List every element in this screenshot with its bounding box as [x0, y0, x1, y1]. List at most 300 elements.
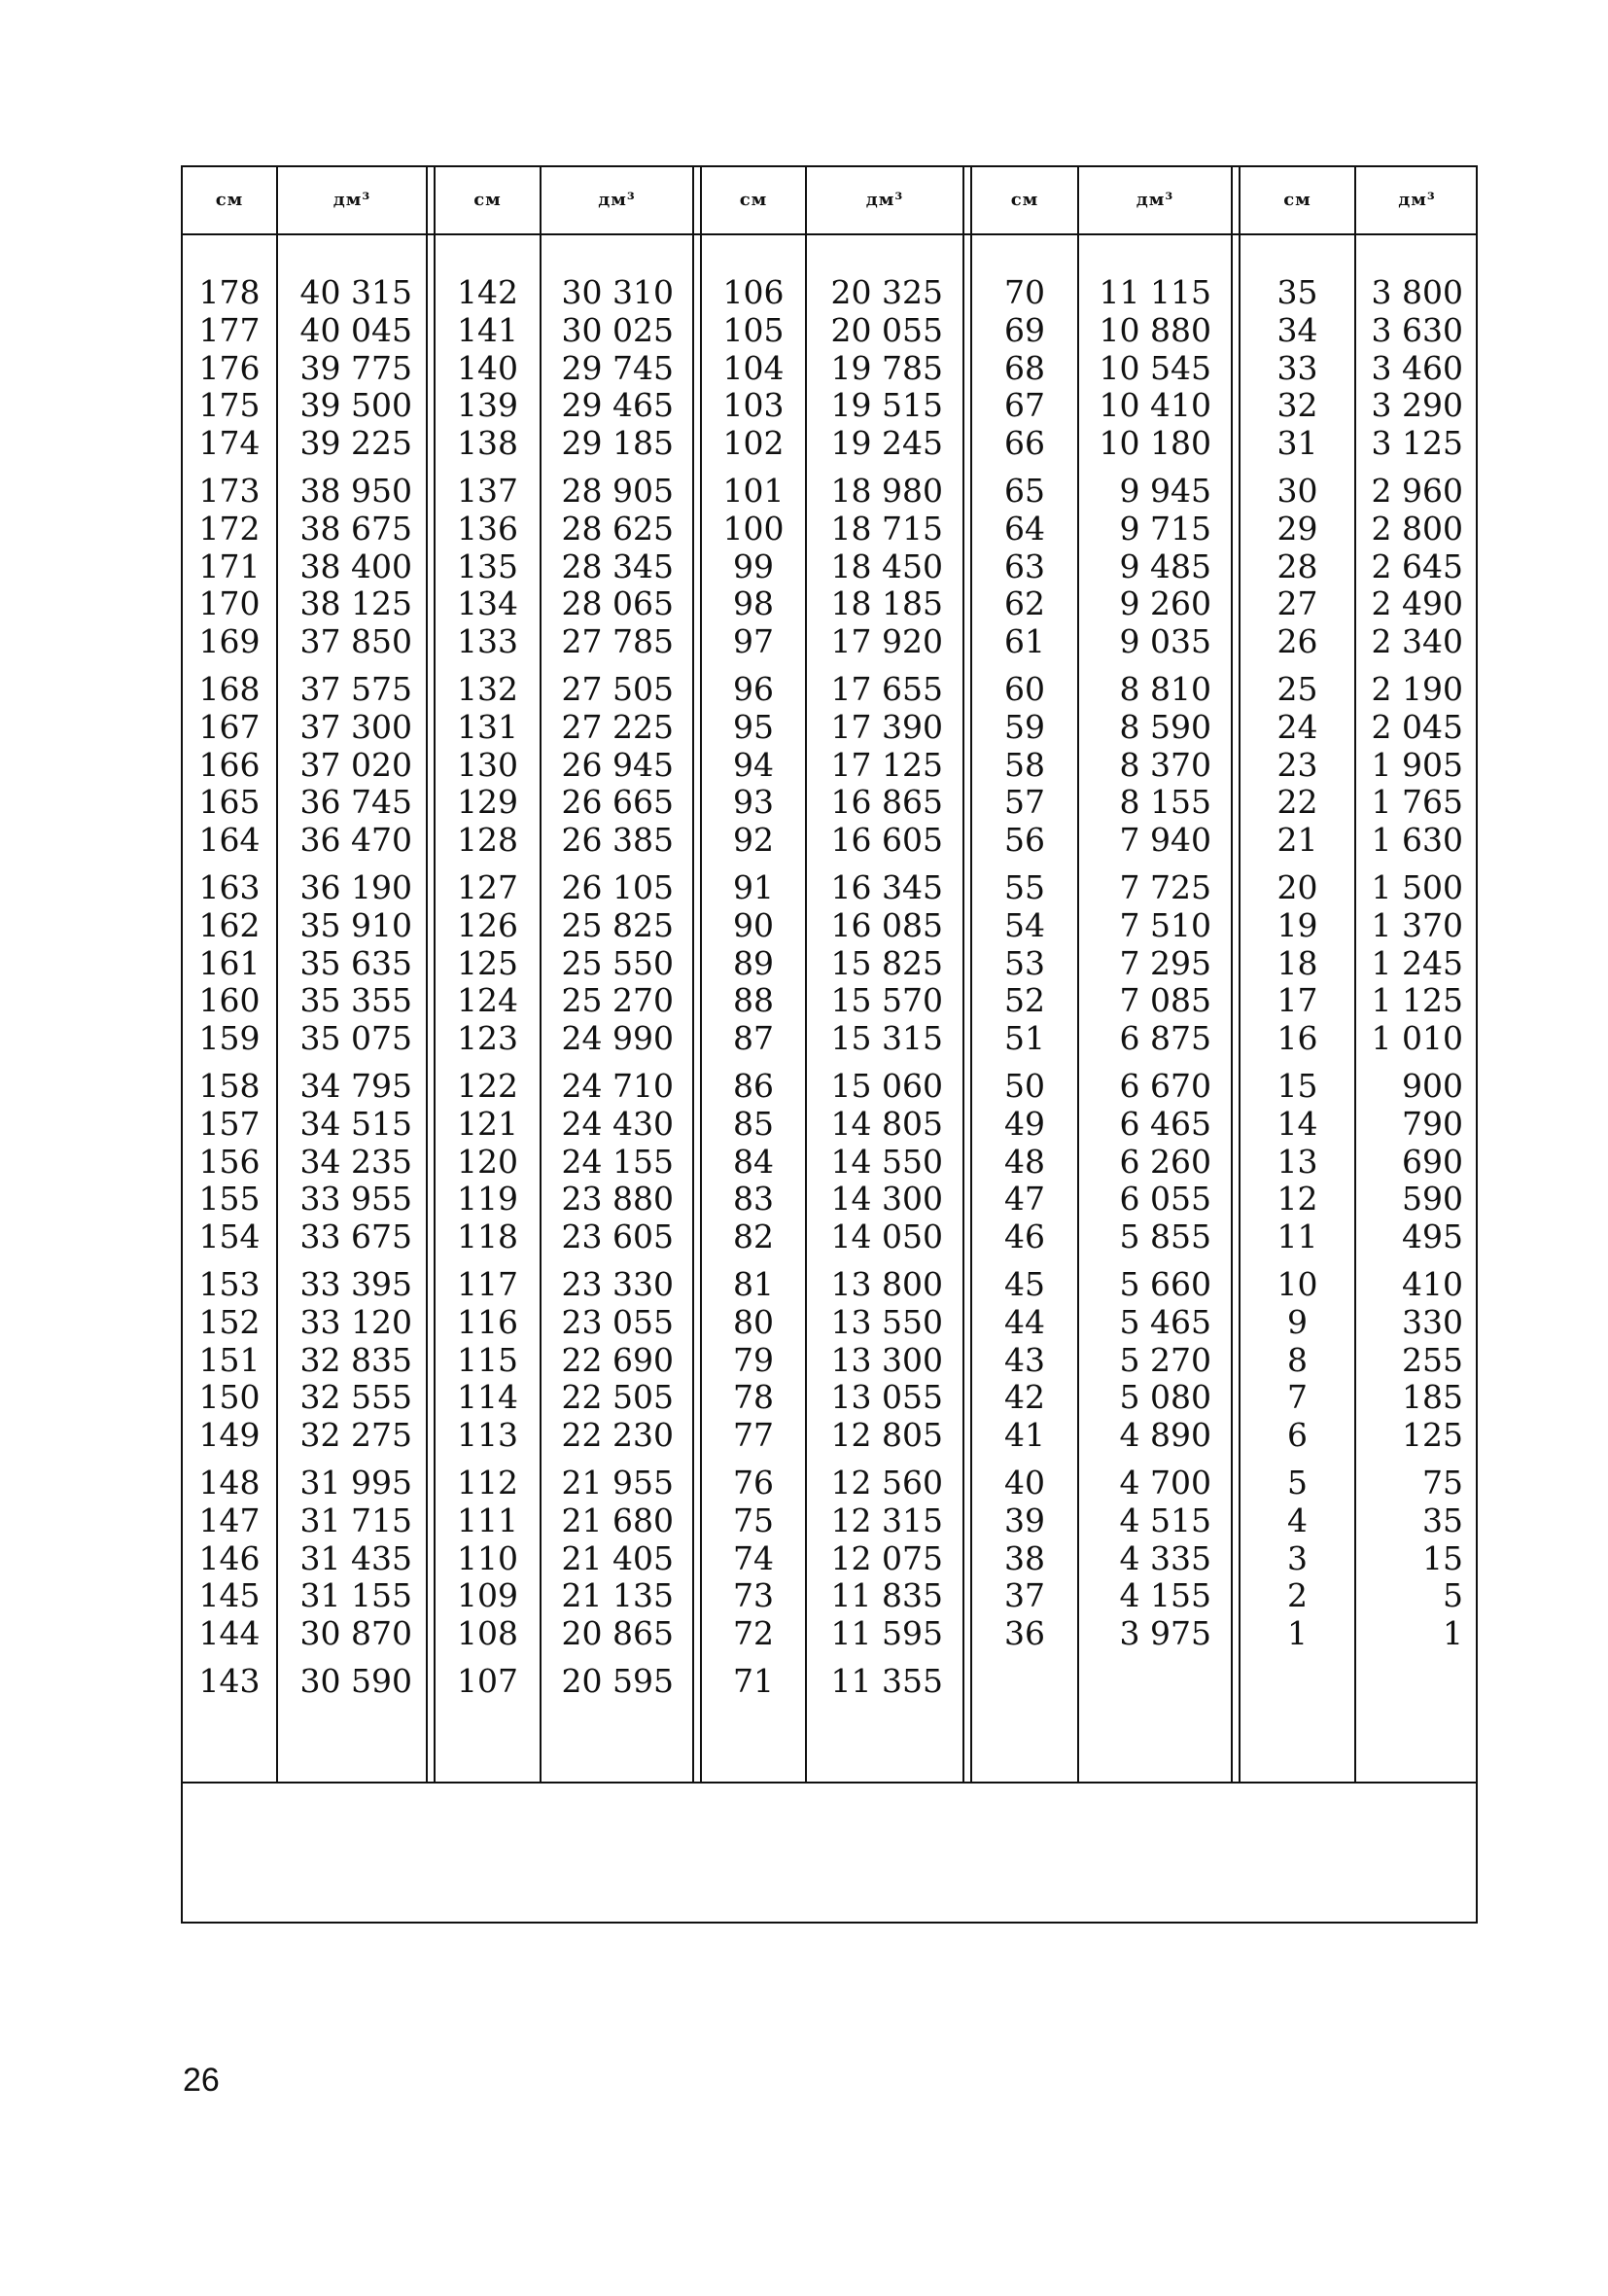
height-cm-cell: 61 [1004, 622, 1045, 661]
volume-dm3-cell: 13 800 [830, 1264, 943, 1303]
volume-dm3-cell: 21 680 [561, 1501, 674, 1539]
volume-dm3-cell: 5 855 [1119, 1218, 1211, 1256]
height-cm-cell: 96 [733, 669, 774, 708]
volume-dm3-cell: 30 025 [561, 310, 674, 349]
volume-dm3-cell: 7 085 [1119, 981, 1211, 1020]
volume-dm3-cell: 16 605 [830, 821, 943, 860]
height-cm-cell: 160 [198, 981, 261, 1020]
volume-dm3-cell: 18 185 [830, 584, 943, 623]
height-cm-cell: 171 [198, 547, 261, 585]
footer-row [183, 1784, 1476, 1922]
height-cm-cell: 163 [198, 867, 261, 906]
height-cm-cell: 59 [1004, 707, 1045, 746]
height-cm-cell: 119 [457, 1180, 518, 1219]
volume-dm3-cell: 23 055 [561, 1302, 674, 1341]
volume-dm3-cell: 14 805 [830, 1104, 943, 1143]
height-cm-cell: 126 [457, 905, 518, 944]
height-cm-cell: 28 [1276, 547, 1318, 585]
height-cm-cell: 71 [733, 1661, 774, 1700]
column-dm3-3 [807, 274, 943, 1701]
volume-dm3-cell: 31 715 [299, 1501, 412, 1539]
volume-dm3-cell: 29 185 [561, 424, 674, 463]
height-cm-cell: 11 [1276, 1218, 1318, 1256]
volume-dm3-cell: 8 810 [1119, 669, 1211, 708]
column-dm3-5 [1356, 274, 1463, 1653]
volume-dm3-cell: 35 910 [299, 905, 412, 944]
height-cm-cell: 175 [198, 386, 261, 425]
volume-dm3-cell: 26 385 [561, 821, 674, 860]
volume-dm3-cell: 15 060 [830, 1066, 943, 1105]
volume-dm3-cell: 590 [1402, 1180, 1463, 1219]
height-cm-cell: 152 [198, 1302, 261, 1341]
header-dm3: дм³ [1136, 190, 1174, 210]
volume-dm3-cell: 34 795 [299, 1066, 412, 1105]
height-cm-cell: 177 [198, 310, 261, 349]
height-cm-cell: 106 [722, 273, 785, 311]
volume-dm3-cell: 36 470 [299, 821, 412, 860]
height-cm-cell: 1 [1287, 1614, 1308, 1653]
height-cm-cell: 139 [457, 386, 518, 425]
height-cm-cell: 114 [457, 1378, 518, 1417]
height-cm-cell: 46 [1004, 1218, 1045, 1256]
height-cm-cell: 65 [1004, 471, 1045, 510]
height-cm-cell: 19 [1276, 905, 1318, 944]
height-cm-cell: 137 [457, 471, 518, 510]
height-cm-cell: 117 [457, 1264, 518, 1303]
volume-dm3-cell: 5 080 [1119, 1378, 1211, 1417]
height-cm-cell: 62 [1004, 584, 1045, 623]
volume-dm3-cell: 11 115 [1099, 273, 1211, 311]
volume-dm3-cell: 4 155 [1119, 1576, 1211, 1615]
volume-dm3-cell: 17 655 [830, 669, 943, 708]
volume-dm3-cell: 38 675 [299, 509, 412, 548]
volume-dm3-cell: 3 290 [1371, 386, 1463, 425]
height-cm-cell: 87 [733, 1019, 774, 1058]
height-cm-cell: 68 [1004, 348, 1045, 387]
volume-dm3-cell: 15 570 [830, 981, 943, 1020]
height-cm-cell: 120 [457, 1142, 518, 1181]
height-cm-cell: 25 [1276, 669, 1318, 708]
height-cm-cell: 78 [733, 1378, 774, 1417]
height-cm-cell: 121 [457, 1104, 518, 1143]
volume-dm3-cell: 330 [1402, 1302, 1463, 1341]
volume-dm3-cell: 2 960 [1371, 471, 1463, 510]
volume-dm3-cell: 26 105 [561, 867, 674, 906]
height-cm-cell: 37 [1004, 1576, 1045, 1615]
volume-dm3-cell: 3 800 [1371, 273, 1463, 311]
height-cm-cell: 53 [1004, 943, 1045, 982]
volume-dm3-cell: 8 370 [1119, 745, 1211, 784]
volume-dm3-cell: 15 315 [830, 1019, 943, 1058]
height-cm-cell: 38 [1004, 1538, 1045, 1577]
header-cm: см [473, 190, 502, 210]
height-cm-cell: 107 [457, 1661, 518, 1700]
volume-dm3-cell: 19 785 [830, 348, 943, 387]
height-cm-cell: 155 [198, 1180, 261, 1219]
volume-dm3-cell: 9 035 [1119, 622, 1211, 661]
volume-dm3-cell: 27 785 [561, 622, 674, 661]
height-cm-cell: 56 [1004, 821, 1045, 860]
height-cm-cell: 146 [198, 1538, 261, 1577]
height-cm-cell: 154 [198, 1218, 261, 1256]
volume-dm3-cell: 20 325 [830, 273, 943, 311]
height-cm-cell: 9 [1287, 1302, 1308, 1341]
volume-dm3-cell: 21 955 [561, 1463, 674, 1501]
height-cm-cell: 125 [457, 943, 518, 982]
height-cm-cell: 49 [1004, 1104, 1045, 1143]
height-cm-cell: 30 [1276, 471, 1318, 510]
height-cm-cell: 141 [457, 310, 518, 349]
height-cm-cell: 150 [198, 1378, 261, 1417]
height-cm-cell: 98 [733, 584, 774, 623]
volume-dm3-cell: 2 045 [1371, 707, 1463, 746]
height-cm-cell: 128 [457, 821, 518, 860]
volume-dm3-cell: 1 630 [1371, 821, 1463, 860]
volume-dm3-cell: 20 595 [561, 1661, 674, 1700]
volume-dm3-cell: 28 625 [561, 509, 674, 548]
volume-dm3-cell: 29 465 [561, 386, 674, 425]
header-dm3: дм³ [865, 190, 904, 210]
volume-dm3-cell: 13 300 [830, 1340, 943, 1379]
height-cm-cell: 89 [733, 943, 774, 982]
volume-dm3-cell: 10 410 [1099, 386, 1211, 425]
volume-dm3-cell: 36 745 [299, 783, 412, 822]
volume-dm3-cell: 75 [1422, 1463, 1463, 1501]
height-cm-cell: 75 [733, 1501, 774, 1539]
volume-dm3-cell: 6 260 [1119, 1142, 1211, 1181]
volume-dm3-cell: 13 055 [830, 1378, 943, 1417]
height-cm-cell: 85 [733, 1104, 774, 1143]
volume-dm3-cell: 33 955 [299, 1180, 412, 1219]
height-cm-cell: 178 [198, 273, 261, 311]
volume-dm3-cell: 26 945 [561, 745, 674, 784]
volume-dm3-cell: 9 485 [1119, 547, 1211, 585]
volume-dm3-cell: 30 590 [299, 1661, 412, 1700]
height-cm-cell: 81 [733, 1264, 774, 1303]
column-cm-4 [972, 274, 1077, 1653]
height-cm-cell: 35 [1276, 273, 1318, 311]
volume-dm3-cell: 16 865 [830, 783, 943, 822]
volume-dm3-cell: 37 020 [299, 745, 412, 784]
volume-dm3-cell: 24 155 [561, 1142, 674, 1181]
volume-dm3-cell: 5 660 [1119, 1264, 1211, 1303]
volume-dm3-cell: 5 465 [1119, 1302, 1211, 1341]
height-cm-cell: 17 [1276, 981, 1318, 1020]
volume-dm3-cell: 21 405 [561, 1538, 674, 1577]
height-cm-cell: 172 [198, 509, 261, 548]
volume-dm3-cell: 22 690 [561, 1340, 674, 1379]
volume-dm3-cell: 28 345 [561, 547, 674, 585]
height-cm-cell: 26 [1276, 622, 1318, 661]
volume-dm3-cell: 2 645 [1371, 547, 1463, 585]
height-cm-cell: 73 [733, 1576, 774, 1615]
volume-dm3-cell: 3 125 [1371, 424, 1463, 463]
height-cm-cell: 145 [198, 1576, 261, 1615]
height-cm-cell: 99 [733, 547, 774, 585]
volume-dm3-cell: 14 050 [830, 1218, 943, 1256]
height-cm-cell: 79 [733, 1340, 774, 1379]
height-cm-cell: 74 [733, 1538, 774, 1577]
volume-dm3-cell: 15 825 [830, 943, 943, 982]
volume-dm3-cell: 33 675 [299, 1218, 412, 1256]
volume-dm3-cell: 39 500 [299, 386, 412, 425]
height-cm-cell: 80 [733, 1302, 774, 1341]
volume-dm3-cell: 9 945 [1119, 471, 1211, 510]
volume-dm3-cell: 40 045 [299, 310, 412, 349]
volume-dm3-cell: 12 075 [830, 1538, 943, 1577]
height-cm-cell: 132 [457, 669, 518, 708]
volume-dm3-cell: 37 850 [299, 622, 412, 661]
volume-dm3-cell: 8 155 [1119, 783, 1211, 822]
volume-dm3-cell: 34 515 [299, 1104, 412, 1143]
header-divider [183, 233, 1476, 235]
height-cm-cell: 92 [733, 821, 774, 860]
height-cm-cell: 77 [733, 1416, 774, 1455]
height-cm-cell: 60 [1004, 669, 1045, 708]
volume-dm3-cell: 32 835 [299, 1340, 412, 1379]
page-number: 26 [183, 2062, 220, 2099]
volume-dm3-cell: 27 225 [561, 707, 674, 746]
height-cm-cell: 45 [1004, 1264, 1045, 1303]
volume-dm3-cell: 20 055 [830, 310, 943, 349]
volume-dm3-cell: 23 330 [561, 1264, 674, 1303]
header-cm: см [739, 190, 768, 210]
height-cm-cell: 33 [1276, 348, 1318, 387]
height-cm-cell: 130 [457, 745, 518, 784]
volume-dm3-cell: 28 065 [561, 584, 674, 623]
height-cm-cell: 115 [457, 1340, 518, 1379]
height-cm-cell: 58 [1004, 745, 1045, 784]
height-cm-cell: 24 [1276, 707, 1318, 746]
height-cm-cell: 102 [722, 424, 785, 463]
volume-dm3-cell: 35 075 [299, 1019, 412, 1058]
height-cm-cell: 95 [733, 707, 774, 746]
volume-dm3-cell: 11 355 [830, 1661, 943, 1700]
volume-dm3-cell: 255 [1402, 1340, 1463, 1379]
height-cm-cell: 97 [733, 622, 774, 661]
height-cm-cell: 18 [1276, 943, 1318, 982]
height-cm-cell: 51 [1004, 1019, 1045, 1058]
height-cm-cell: 161 [198, 943, 261, 982]
height-cm-cell: 156 [198, 1142, 261, 1181]
height-cm-cell: 27 [1276, 584, 1318, 623]
height-cm-cell: 20 [1276, 867, 1318, 906]
volume-dm3-cell: 35 355 [299, 981, 412, 1020]
height-cm-cell: 144 [198, 1614, 261, 1653]
height-cm-cell: 8 [1287, 1340, 1308, 1379]
height-cm-cell: 131 [457, 707, 518, 746]
header-dm3: дм³ [598, 190, 636, 210]
height-cm-cell: 12 [1276, 1180, 1318, 1219]
height-cm-cell: 153 [198, 1264, 261, 1303]
height-cm-cell: 67 [1004, 386, 1045, 425]
volume-dm3-cell: 21 135 [561, 1576, 674, 1615]
height-cm-cell: 142 [457, 273, 518, 311]
height-cm-cell: 111 [457, 1501, 518, 1539]
volume-dm3-cell: 24 990 [561, 1019, 674, 1058]
height-cm-cell: 94 [733, 745, 774, 784]
height-cm-cell: 143 [198, 1661, 261, 1700]
height-cm-cell: 34 [1276, 310, 1318, 349]
volume-dm3-cell: 1 500 [1371, 867, 1463, 906]
volume-dm3-cell: 1 905 [1371, 745, 1463, 784]
height-cm-cell: 101 [722, 471, 785, 510]
volume-dm3-cell: 38 950 [299, 471, 412, 510]
height-cm-cell: 66 [1004, 424, 1045, 463]
volume-dm3-cell: 19 245 [830, 424, 943, 463]
volume-dm3-cell: 19 515 [830, 386, 943, 425]
volume-dm3-cell: 2 490 [1371, 584, 1463, 623]
volume-dm3-cell: 12 315 [830, 1501, 943, 1539]
height-cm-cell: 165 [198, 783, 261, 822]
height-cm-cell: 136 [457, 509, 518, 548]
volume-dm3-cell: 31 435 [299, 1538, 412, 1577]
volume-dm3-cell: 39 775 [299, 348, 412, 387]
volume-dm3-cell: 16 345 [830, 867, 943, 906]
volume-dm3-cell: 37 575 [299, 669, 412, 708]
volume-dm3-cell: 125 [1402, 1416, 1463, 1455]
height-cm-cell: 16 [1276, 1019, 1318, 1058]
volume-dm3-cell: 13 550 [830, 1302, 943, 1341]
volume-dm3-cell: 690 [1402, 1142, 1463, 1181]
height-cm-cell: 42 [1004, 1378, 1045, 1417]
height-cm-cell: 112 [457, 1463, 518, 1501]
height-cm-cell: 167 [198, 707, 261, 746]
height-cm-cell: 105 [722, 310, 785, 349]
volume-dm3-cell: 4 335 [1119, 1538, 1211, 1577]
height-cm-cell: 4 [1287, 1501, 1308, 1539]
block-divider [426, 167, 428, 1782]
column-dm3-1 [278, 274, 412, 1701]
volume-dm3-cell: 23 880 [561, 1180, 674, 1219]
volume-dm3-cell: 1 370 [1371, 905, 1463, 944]
volume-dm3-cell: 12 560 [830, 1463, 943, 1501]
volume-dm3-cell: 7 510 [1119, 905, 1211, 944]
height-cm-cell: 138 [457, 424, 518, 463]
height-cm-cell: 109 [457, 1576, 518, 1615]
volume-dm3-cell: 31 155 [299, 1576, 412, 1615]
volume-dm3-cell: 17 125 [830, 745, 943, 784]
volume-dm3-cell: 2 190 [1371, 669, 1463, 708]
volume-dm3-cell: 35 [1422, 1501, 1463, 1539]
volume-dm3-cell: 33 120 [299, 1302, 412, 1341]
volume-dm3-cell: 18 450 [830, 547, 943, 585]
volume-dm3-cell: 18 715 [830, 509, 943, 548]
height-cm-cell: 110 [457, 1538, 518, 1577]
height-cm-cell: 63 [1004, 547, 1045, 585]
volume-table [181, 165, 1478, 1924]
height-cm-cell: 140 [457, 348, 518, 387]
height-cm-cell: 39 [1004, 1501, 1045, 1539]
volume-dm3-cell: 30 310 [561, 273, 674, 311]
height-cm-cell: 149 [198, 1416, 261, 1455]
volume-dm3-cell: 39 225 [299, 424, 412, 463]
volume-dm3-cell: 2 340 [1371, 622, 1463, 661]
volume-dm3-cell: 34 235 [299, 1142, 412, 1181]
height-cm-cell: 44 [1004, 1302, 1045, 1341]
volume-dm3-cell: 3 975 [1119, 1614, 1211, 1653]
volume-dm3-cell: 185 [1402, 1378, 1463, 1417]
height-cm-cell: 164 [198, 821, 261, 860]
volume-dm3-cell: 9 260 [1119, 584, 1211, 623]
block-divider [962, 167, 964, 1782]
volume-dm3-cell: 17 920 [830, 622, 943, 661]
volume-dm3-cell: 6 055 [1119, 1180, 1211, 1219]
volume-dm3-cell: 4 890 [1119, 1416, 1211, 1455]
height-cm-cell: 32 [1276, 386, 1318, 425]
height-cm-cell: 113 [457, 1416, 518, 1455]
column-dm3-4 [1079, 274, 1211, 1653]
volume-dm3-cell: 14 550 [830, 1142, 943, 1181]
volume-dm3-cell: 35 635 [299, 943, 412, 982]
volume-dm3-cell: 33 395 [299, 1264, 412, 1303]
height-cm-cell: 127 [457, 867, 518, 906]
volume-dm3-cell: 31 995 [299, 1463, 412, 1501]
volume-dm3-cell: 410 [1402, 1264, 1463, 1303]
height-cm-cell: 82 [733, 1218, 774, 1256]
height-cm-cell: 91 [733, 867, 774, 906]
height-cm-cell: 14 [1276, 1104, 1318, 1143]
height-cm-cell: 23 [1276, 745, 1318, 784]
height-cm-cell: 176 [198, 348, 261, 387]
height-cm-cell: 70 [1004, 273, 1045, 311]
volume-dm3-cell: 29 745 [561, 348, 674, 387]
height-cm-cell: 122 [457, 1066, 518, 1105]
volume-dm3-cell: 3 460 [1371, 348, 1463, 387]
height-cm-cell: 151 [198, 1340, 261, 1379]
volume-dm3-cell: 1 125 [1371, 981, 1463, 1020]
height-cm-cell: 88 [733, 981, 774, 1020]
height-cm-cell: 10 [1276, 1264, 1318, 1303]
height-cm-cell: 169 [198, 622, 261, 661]
volume-dm3-cell: 38 400 [299, 547, 412, 585]
height-cm-cell: 41 [1004, 1416, 1045, 1455]
height-cm-cell: 93 [733, 783, 774, 822]
header-cm: см [215, 190, 244, 210]
volume-dm3-cell: 6 465 [1119, 1104, 1211, 1143]
height-cm-cell: 15 [1276, 1066, 1318, 1105]
height-cm-cell: 90 [733, 905, 774, 944]
height-cm-cell: 118 [457, 1218, 518, 1256]
volume-dm3-cell: 1 010 [1371, 1019, 1463, 1058]
column-cm-1 [183, 274, 276, 1701]
block-divider [1231, 167, 1233, 1782]
volume-dm3-cell: 1 245 [1371, 943, 1463, 982]
header-cm: см [1010, 190, 1039, 210]
height-cm-cell: 124 [457, 981, 518, 1020]
volume-dm3-cell: 22 505 [561, 1378, 674, 1417]
height-cm-cell: 129 [457, 783, 518, 822]
volume-dm3-cell: 10 545 [1099, 348, 1211, 387]
header-cm: см [1283, 190, 1311, 210]
volume-dm3-cell: 900 [1402, 1066, 1463, 1105]
volume-dm3-cell: 3 630 [1371, 310, 1463, 349]
volume-dm3-cell: 7 295 [1119, 943, 1211, 982]
volume-dm3-cell: 6 670 [1119, 1066, 1211, 1105]
height-cm-cell: 133 [457, 622, 518, 661]
volume-dm3-cell: 36 190 [299, 867, 412, 906]
volume-dm3-cell: 4 700 [1119, 1463, 1211, 1501]
volume-dm3-cell: 40 315 [299, 273, 412, 311]
height-cm-cell: 48 [1004, 1142, 1045, 1181]
height-cm-cell: 47 [1004, 1180, 1045, 1219]
volume-dm3-cell: 5 [1443, 1576, 1463, 1615]
volume-dm3-cell: 2 800 [1371, 509, 1463, 548]
height-cm-cell: 36 [1004, 1614, 1045, 1653]
volume-dm3-cell: 14 300 [830, 1180, 943, 1219]
height-cm-cell: 54 [1004, 905, 1045, 944]
volume-dm3-cell: 11 595 [830, 1614, 943, 1653]
